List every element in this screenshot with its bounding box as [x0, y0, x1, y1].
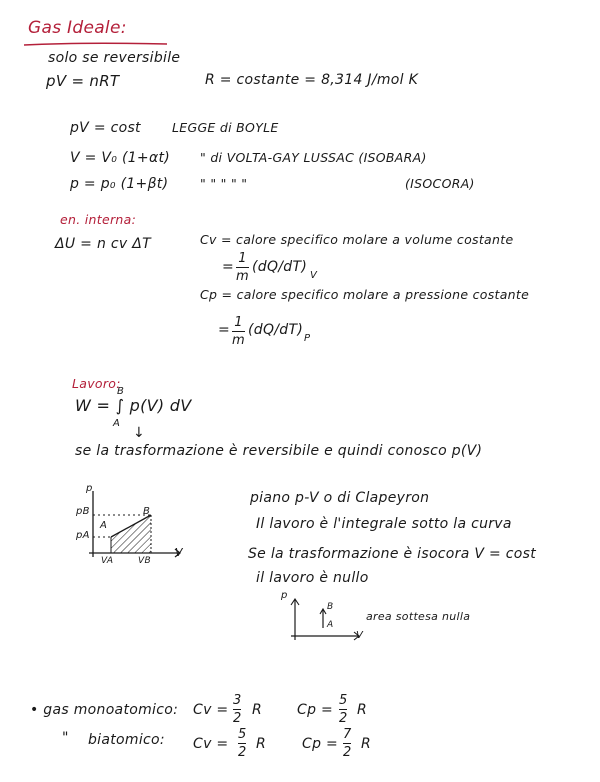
bi-cv-numerator: 5 — [238, 727, 247, 742]
pv-point-b: B — [143, 506, 151, 517]
cp-prefix: = — [218, 322, 231, 338]
gas-constant: R = costante = 8,314 J/mol K — [205, 72, 419, 88]
iso-point-a: A — [327, 620, 334, 630]
cp-denominator: m — [232, 333, 245, 348]
bi-cv-fraction — [238, 728, 246, 759]
bi-label: biatomico: — [88, 732, 165, 748]
isocora-label: (ISOCORA) — [405, 176, 475, 191]
work-upper-limit: B — [117, 386, 125, 397]
mono-cp-denominator: 2 — [339, 711, 348, 726]
bi-cp-r: R — [361, 736, 372, 752]
bi-cv-r: R — [256, 736, 267, 752]
cv-numerator: 1 — [238, 251, 247, 266]
mono-cp-fraction — [339, 694, 347, 725]
iso-axis-v-label: V — [356, 630, 364, 641]
cv-denominator: m — [236, 269, 249, 284]
null-work-text: il lavoro è nullo — [256, 570, 369, 586]
bi-cp-numerator: 7 — [343, 727, 352, 742]
mono-label: • gas monoatomico: — [30, 702, 179, 718]
bi-cp-fraction — [343, 728, 351, 759]
fraction-bar — [233, 709, 241, 710]
bi-cv: Cv = — [193, 736, 229, 752]
bi-cv-denominator: 2 — [238, 745, 247, 760]
plane-label: piano p-V o di Clapeyron — [250, 490, 430, 506]
work-lower-limit: A — [113, 418, 121, 429]
boyle-formula: pV = cost — [70, 120, 141, 136]
pv-pa-label: pA — [76, 530, 90, 541]
pv-axis-p-label: p — [86, 483, 93, 494]
pv-pb-label: pB — [76, 506, 90, 517]
mono-cp: Cp = — [297, 702, 334, 718]
isocora-ditto: " " " " " — [200, 176, 248, 191]
isochoric-diagram — [283, 596, 363, 646]
mono-cp-numerator: 5 — [339, 693, 348, 708]
work-formula: W = ∫ p(V) dV — [75, 396, 192, 415]
mono-cp-r: R — [357, 702, 368, 718]
mono-cv-numerator: 3 — [233, 693, 242, 708]
cp-numerator: 1 — [234, 315, 243, 330]
isochoric-text: Se la trasformazione è isocora V = cost — [248, 546, 537, 562]
pv-point-a: A — [100, 520, 108, 531]
boyle-name: LEGGE di BOYLE — [172, 120, 279, 135]
internal-energy-heading: en. interna: — [60, 212, 137, 227]
page-title: Gas Ideale: — [28, 18, 127, 38]
cv-derivative: (dQ/dT) — [252, 259, 308, 275]
null-area-text: area sottesa nulla — [366, 610, 471, 623]
bi-cp-denominator: 2 — [343, 745, 352, 760]
mono-cv: Cv = — [193, 702, 229, 718]
fraction-bar — [236, 267, 249, 268]
cp-subscript: P — [304, 333, 311, 344]
volta-name: " di VOLTA-GAY LUSSAC (ISOBARA) — [200, 150, 427, 165]
bi-ditto: " — [62, 730, 69, 746]
fraction-bar — [238, 743, 246, 744]
cv-fraction — [236, 252, 249, 283]
cp-definition: Cp = calore specifico molare a pressione costante — [200, 287, 530, 302]
cp-derivative: (dQ/dT) — [248, 322, 304, 338]
work-heading: Lavoro: — [72, 376, 121, 391]
volta-formula: V = V₀ (1+αt) — [70, 150, 171, 166]
bi-cp: Cp = — [302, 736, 339, 752]
internal-energy-formula: ΔU = n cv ΔT — [55, 236, 151, 252]
fraction-bar — [339, 709, 347, 710]
work-condition: se la trasformazione è reversibile e quindi conosco p(V) — [75, 443, 483, 459]
pv-axis-v-label: V — [175, 546, 183, 559]
pv-va-label: VA — [101, 556, 114, 566]
isocora-formula: p = p₀ (1+βt) — [70, 176, 169, 192]
area-work-text: Il lavoro è l'integrale sotto la curva — [256, 516, 512, 532]
mono-cv-r: R — [252, 702, 263, 718]
ideal-gas-law: pV = nRT — [46, 72, 120, 90]
work-arrow: ↓ — [133, 425, 146, 441]
mono-cv-fraction — [233, 694, 241, 725]
reversible-note: solo se reversibile — [48, 50, 181, 66]
cp-fraction — [232, 316, 245, 347]
title-underline — [22, 40, 172, 50]
fraction-bar — [343, 743, 351, 744]
iso-axis-p-label: p — [281, 590, 288, 601]
cv-subscript: V — [310, 270, 318, 281]
pv-vb-label: VB — [138, 556, 151, 566]
cv-prefix: = — [222, 259, 235, 275]
fraction-bar — [232, 331, 245, 332]
iso-point-b: B — [327, 602, 334, 612]
cv-definition: Cv = calore specifico molare a volume costante — [200, 232, 514, 247]
mono-cv-denominator: 2 — [233, 711, 242, 726]
